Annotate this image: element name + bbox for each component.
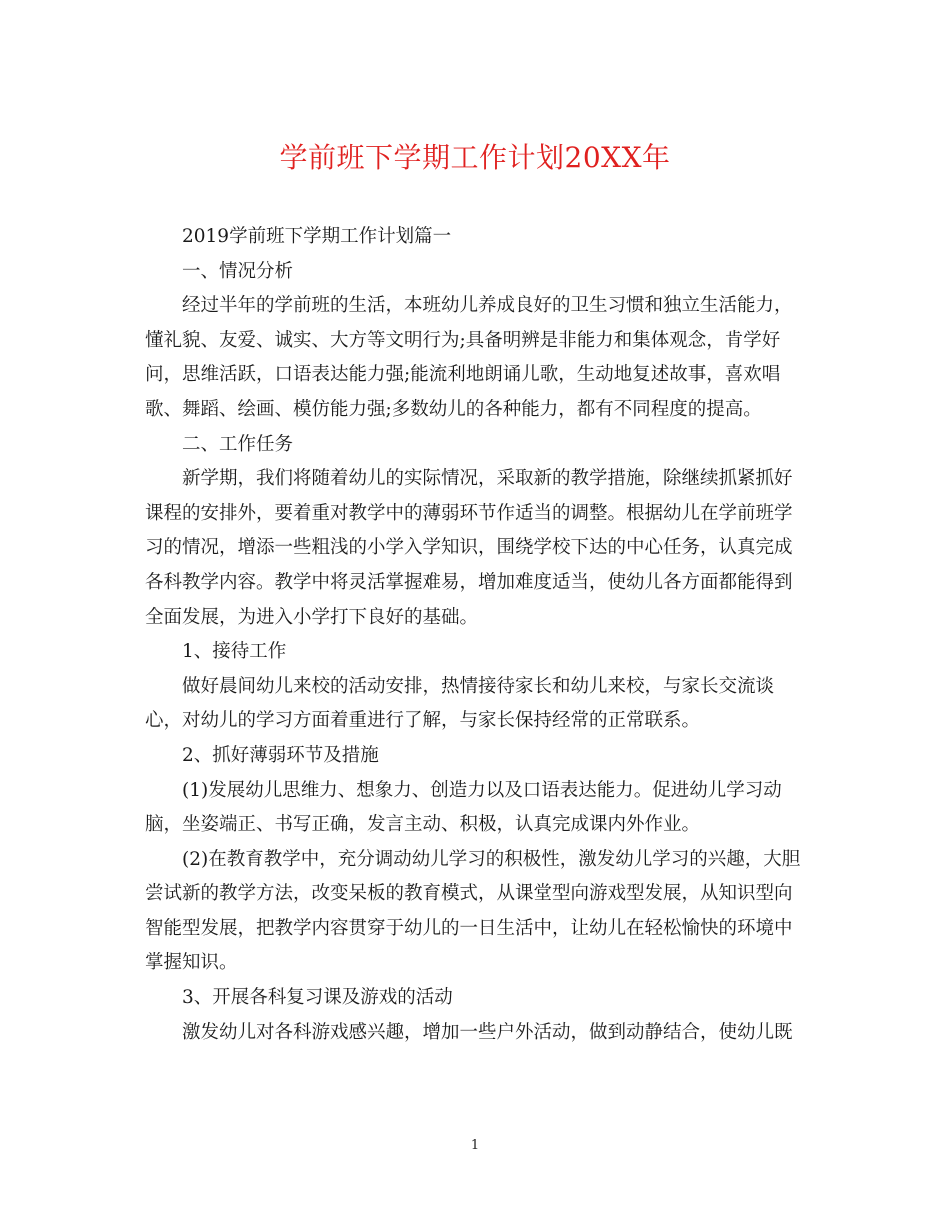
paragraph-work-tasks: 新学期，我们将随着幼儿的实际情况，采取新的教学措施，除继续抓紧抓好课程的安排外，要着重对教学中的薄弱环节作适当的调整。根据幼儿在学前班学习的情况，增添一些粗浅的小学入学知识，围绕学校下达的中心任务，认真完成各科教学内容。教学中将灵活掌握难易，增加难度适当，使幼儿各方面都能得到全面发展，为进入小学打下良好的基础。 — [145, 468, 793, 628]
document-title: 学前班下学期工作计划20XX年 — [279, 141, 671, 174]
heading-work-tasks: 二、工作任务 — [182, 433, 294, 455]
document-body — [145, 220, 810, 1050]
heading-reception-work: 1、接待工作 — [182, 641, 287, 663]
paragraph-situation-analysis: 经过半年的学前班的生活，本班幼儿养成良好的卫生习惯和独立生活能力，懂礼貌、友爱、诚实、大方等文明行为;具备明辨是非能力和集体观念，肯学好问，思维活跃，口语表达能力强;能流利地朗诵儿歌，生动地复述故事，喜欢唱歌、舞蹈、绘画、模仿能力强;多数幼儿的各种能力，都有不同程度的提高。 — [145, 295, 793, 420]
heading-weak-links-measures: 2、抓好薄弱环节及措施 — [182, 744, 379, 766]
paragraph-measure-2: (2)在教育教学中，充分调动幼儿学习的积极性，激发幼儿学习的兴趣，大胆尝试新的教学方法，改变呆板的教育模式，从课堂型向游戏型发展，从知识型向智能型发展，把教学内容贯穿于幼儿的一日生活中，让幼儿在轻松愉快的环境中掌握知识。 — [145, 848, 801, 974]
paragraph-reception-work: 做好晨间幼儿来校的活动安排，热情接待家长和幼儿来校，与家长交流谈心，对幼儿的学习方面着重进行了解，与家长保持经常的正常联系。 — [145, 675, 775, 732]
heading-situation-analysis: 一、情况分析 — [182, 260, 294, 282]
paragraph-review-and-games: 激发幼儿对各科游戏感兴趣，增加一些户外活动，做到动静结合，使幼儿既 — [182, 1021, 793, 1043]
heading-review-and-games: 3、开展各科复习课及游戏的活动 — [182, 987, 453, 1009]
paragraph-measure-1: (1)发展幼儿思维力、想象力、创造力以及口语表达能力。促进幼儿学习动脑，坐姿端正、书写正确，发言主动、积极，认真完成课内外作业。 — [145, 779, 782, 836]
section-heading-plan-part-one: 2019学前班下学期工作计划篇一 — [182, 226, 452, 247]
page-number: 1 — [470, 1138, 480, 1153]
